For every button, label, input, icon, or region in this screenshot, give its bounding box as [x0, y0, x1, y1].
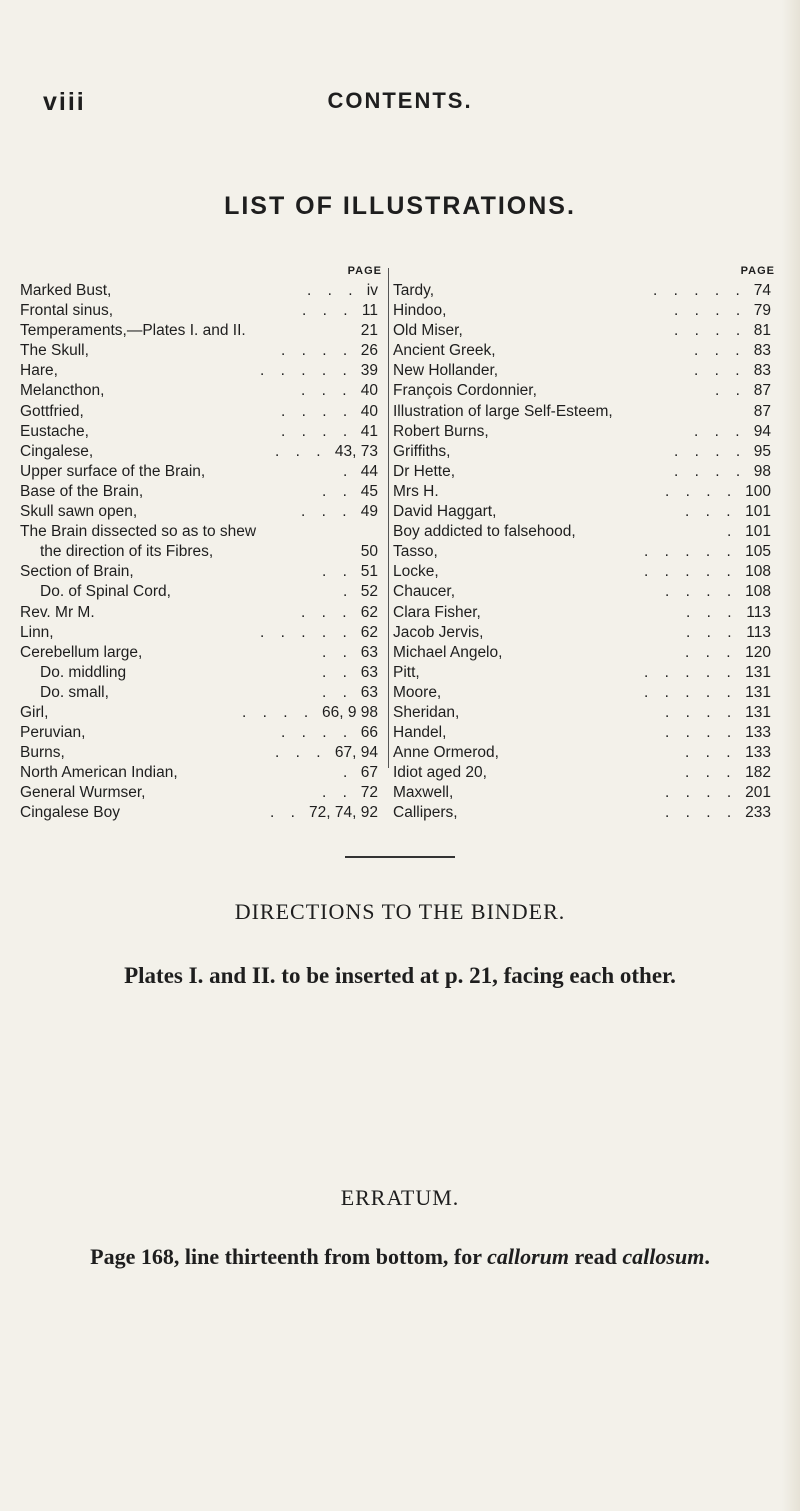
entry-page-number: 94 [753, 422, 771, 440]
entry-page-number: 21 [360, 322, 378, 340]
entry-page-number: 72 [360, 784, 378, 802]
illustration-entry [393, 402, 775, 422]
directions-title: DIRECTIONS TO THE BINDER. [234, 899, 566, 924]
entry-title: Tasso, [393, 543, 438, 561]
entry-leader-dots: . . [322, 643, 353, 661]
entry-leader-dots: . . . . [674, 442, 747, 460]
illustration-entry [393, 301, 775, 321]
entry-leader-dots: . . . . . [644, 663, 737, 681]
entry-page-number: 63 [360, 683, 378, 701]
erratum-text [0, 1244, 800, 1270]
illustration-entry [20, 703, 382, 723]
entry-title: Sheridan, [393, 703, 460, 721]
entry-title: Gottfried, [20, 402, 84, 420]
entry-page-number: 95 [753, 442, 771, 460]
entry-leader-dots: . . . [302, 302, 354, 320]
entry-page-number: 72, 74, 92 [309, 804, 378, 822]
erratum-text-before: Page 168, line thirteenth from bottom, for [90, 1244, 488, 1269]
entry-leader-dots: . . . [694, 342, 746, 360]
illustration-entry [393, 703, 775, 723]
entry-page-number: 133 [745, 724, 771, 742]
entry-page-number: 74 [753, 282, 771, 299]
right-page-header: PAGE [740, 265, 775, 277]
entry-leader-dots: . . . . [665, 804, 738, 822]
entry-leader-dots: . . . . [281, 342, 354, 360]
illustration-entry [20, 743, 382, 763]
entry-page-number: 63 [360, 643, 378, 661]
entry-page-number: 52 [360, 583, 378, 601]
illustration-entry [20, 803, 382, 823]
entry-title: Tardy, [393, 282, 435, 299]
running-head-title: CONTENTS. [327, 88, 473, 113]
entry-page-number: 67 [360, 764, 378, 782]
entry-title: Moore, [393, 683, 442, 701]
erratum-wrong-word: callorum [487, 1244, 570, 1269]
entry-leader-dots: . . . [685, 503, 737, 521]
entry-leader-dots: . . . . . [260, 623, 353, 641]
entry-title: Idiot aged 20, [393, 764, 487, 782]
entry-page-number: 43, 73 [334, 442, 378, 460]
entry-leader-dots: . . . . [674, 462, 747, 480]
entry-title: Old Miser, [393, 322, 463, 340]
illustration-entry [20, 381, 382, 401]
entry-leader-dots: . . . [686, 603, 738, 621]
erratum-text-middle: read [569, 1244, 623, 1269]
entry-title: David Haggart, [393, 503, 497, 521]
page-edge-shadow [782, 0, 800, 1511]
entry-leader-dots: . . . [685, 744, 737, 762]
entry-page-number: 67, 94 [334, 744, 378, 762]
entry-title: Hindoo, [393, 302, 447, 320]
entry-leader-dots: . . [715, 382, 746, 400]
entry-page-number: 26 [360, 342, 378, 360]
illustration-entry [393, 603, 775, 623]
entry-title: General Wurmser, [20, 784, 146, 802]
entry-title: Cerebellum large, [20, 643, 143, 661]
entry-title: Clara Fisher, [393, 603, 481, 621]
entry-title: François Cordonnier, [393, 382, 537, 400]
entry-title: Base of the Brain, [20, 482, 144, 500]
entry-leader-dots: . . . [686, 623, 738, 641]
illustration-entry [393, 783, 775, 803]
entry-title: North American Indian, [20, 764, 178, 782]
entry-title: Melancthon, [20, 382, 105, 400]
illustration-entry [393, 341, 775, 361]
entry-leader-dots: . . . . [674, 322, 747, 340]
entry-title: Jacob Jervis, [393, 623, 484, 641]
illustration-entry [393, 562, 775, 582]
entry-page-number: 83 [753, 342, 771, 360]
entry-leader-dots: . . [322, 784, 353, 802]
erratum-correct-word: callosum [622, 1244, 705, 1269]
entry-page-number: 98 [753, 462, 771, 480]
illustration-entry [20, 562, 382, 582]
entry-page-number: 62 [360, 603, 378, 621]
entry-leader-dots: . . . . [665, 784, 738, 802]
entry-page-number: 39 [360, 362, 378, 380]
entry-title: Burns, [20, 744, 65, 762]
entry-title: Eustache, [20, 422, 89, 440]
illustration-entry [20, 402, 382, 422]
entry-page-number: 101 [745, 503, 771, 521]
entry-title: Do. middling [40, 663, 127, 681]
entry-title: Marked Bust, [20, 282, 112, 299]
entry-page-number: 108 [745, 563, 771, 581]
entry-page-number: 87 [753, 402, 771, 420]
page-folio: viii [43, 88, 86, 116]
entry-page-number: 131 [745, 663, 771, 681]
entry-page-number: 62 [360, 623, 378, 641]
entry-title: Maxwell, [393, 784, 454, 802]
illustration-entry [393, 723, 775, 743]
entry-page-number: 105 [745, 543, 771, 561]
entry-page-number: 44 [360, 462, 378, 480]
entry-title: Callipers, [393, 804, 458, 822]
entry-leader-dots: . . . . . [644, 563, 737, 581]
illustration-entry [393, 381, 775, 401]
running-head [0, 88, 800, 128]
illustration-entry [20, 643, 382, 663]
illustration-entry [20, 522, 382, 542]
entry-leader-dots: . . . [275, 744, 327, 762]
illustration-entry [20, 321, 382, 341]
entry-leader-dots: . . [322, 482, 353, 500]
entry-title: Ancient Greek, [393, 342, 496, 360]
illustration-entry [393, 803, 775, 823]
illustration-entry [20, 542, 382, 562]
entry-leader-dots: . . . [694, 422, 746, 440]
entry-title: Temperaments,—Plates I. and II. [20, 322, 246, 340]
entry-leader-dots: . . . . [281, 402, 354, 420]
entry-leader-dots: . . . . [281, 724, 354, 742]
illustration-entry [20, 582, 382, 602]
entry-title: Boy addicted to falsehood, [393, 523, 576, 541]
illustration-entry [20, 341, 382, 361]
entry-leader-dots: . . [322, 563, 353, 581]
entry-page-number: 50 [360, 543, 378, 561]
entry-leader-dots: . . [322, 683, 353, 701]
entry-title: Rev. Mr M. [20, 603, 95, 621]
illustration-entry [20, 361, 382, 381]
entry-page-number: 100 [745, 482, 771, 500]
illustration-entry [393, 462, 775, 482]
entry-page-number: 66 [360, 724, 378, 742]
entry-leader-dots: . . . [301, 603, 353, 621]
entry-leader-dots: . . . [275, 442, 327, 460]
entry-title: Girl, [20, 703, 49, 721]
illustration-entry [393, 502, 775, 522]
entry-page-number: 87 [753, 382, 771, 400]
entry-page-number: 79 [753, 302, 771, 320]
illustration-entry [20, 783, 382, 803]
illustration-entry [393, 623, 775, 643]
entry-page-number: 182 [745, 764, 771, 782]
illustration-entry [20, 623, 382, 643]
entry-page-number: 113 [746, 603, 771, 621]
entry-leader-dots: . . . . [665, 583, 738, 601]
illustration-entry [393, 482, 775, 502]
column-divider [388, 268, 389, 768]
entry-title: Robert Burns, [393, 422, 489, 440]
entry-page-number: 41 [360, 422, 378, 440]
entry-page-number: 51 [360, 563, 378, 581]
illustration-entry [20, 663, 382, 683]
illustrations-list-title: LIST OF ILLUSTRATIONS. [224, 192, 576, 220]
left-page-header: PAGE [347, 265, 382, 277]
illustrations-right-column [393, 265, 775, 824]
entry-title: Locke, [393, 563, 439, 581]
illustration-entry [393, 663, 775, 683]
illustration-entry [20, 442, 382, 462]
entry-page-number: 131 [745, 683, 771, 701]
entry-title: Upper surface of the Brain, [20, 462, 206, 480]
entry-leader-dots: . . . . [674, 302, 747, 320]
entry-leader-dots: . . . . . [644, 543, 737, 561]
illustration-entry [393, 683, 775, 703]
entry-page-number: 40 [360, 382, 378, 400]
entry-leader-dots: . . . . [665, 724, 738, 742]
illustration-entry [20, 763, 382, 783]
entry-title: Pitt, [393, 663, 420, 681]
entry-page-number: 133 [745, 744, 771, 762]
entry-leader-dots: . . . . [281, 422, 354, 440]
illustration-entry [393, 542, 775, 562]
illustration-entry [393, 281, 775, 301]
illustration-entry [393, 422, 775, 442]
illustration-entry [393, 582, 775, 602]
section-rule [345, 856, 455, 858]
entry-title: Handel, [393, 724, 447, 742]
entry-page-number: 101 [745, 523, 771, 541]
illustration-entry [20, 603, 382, 623]
illustration-entry [393, 743, 775, 763]
entry-leader-dots: . . . [301, 503, 353, 521]
entry-title: Section of Brain, [20, 563, 134, 581]
entry-title: Skull sawn open, [20, 503, 138, 521]
entry-leader-dots: . . . [307, 282, 359, 299]
entry-page-number: 63 [360, 663, 378, 681]
entry-page-number: iv [366, 282, 378, 299]
illustrations-left-column [20, 265, 382, 824]
entry-title: The Skull, [20, 342, 89, 360]
illustration-entry [393, 442, 775, 462]
entry-page-number: 108 [745, 583, 771, 601]
entry-page-number: 83 [753, 362, 771, 380]
entry-leader-dots: . . . . [242, 703, 315, 721]
entry-title: Griffiths, [393, 442, 451, 460]
erratum-text-after: . [704, 1244, 710, 1269]
illustration-entry [20, 683, 382, 703]
entry-page-number: 81 [753, 322, 771, 340]
entry-leader-dots: . . . . . [260, 362, 353, 380]
illustration-entry [393, 643, 775, 663]
illustration-entry [393, 763, 775, 783]
entry-leader-dots: . . . [685, 764, 737, 782]
entry-page-number: 49 [360, 503, 378, 521]
entry-leader-dots: . [343, 764, 354, 782]
entry-title: Cingalese, [20, 442, 94, 460]
illustration-entry [20, 502, 382, 522]
entry-leader-dots: . . . [301, 382, 353, 400]
entry-leader-dots: . [343, 583, 354, 601]
illustration-entry [20, 462, 382, 482]
directions-text: Plates I. and II. to be inserted at p. 21, facing each other. [124, 963, 676, 988]
entry-title: Do. of Spinal Cord, [40, 583, 171, 601]
entry-title: Anne Ormerod, [393, 744, 499, 762]
entry-page-number: 201 [745, 784, 771, 802]
illustration-entry [20, 281, 382, 301]
illustration-entry [20, 422, 382, 442]
entry-title: Hare, [20, 362, 58, 380]
entry-page-number: 233 [745, 804, 771, 822]
entry-leader-dots: . . . . . [644, 683, 737, 701]
entry-title: The Brain dissected so as to shew [20, 523, 257, 541]
entry-title: Michael Angelo, [393, 643, 503, 661]
entry-title: Frontal sinus, [20, 302, 114, 320]
illustration-entry [393, 361, 775, 381]
entry-leader-dots: . . . . . [653, 282, 746, 299]
entry-leader-dots: . . . . [665, 703, 738, 721]
entry-page-number: 66, 9 98 [321, 703, 378, 721]
entry-leader-dots: . . . [685, 643, 737, 661]
entry-title: Peruvian, [20, 724, 86, 742]
illustration-entry [20, 482, 382, 502]
entry-title: Mrs H. [393, 482, 439, 500]
entry-page-number: 45 [360, 482, 378, 500]
erratum-title: ERRATUM. [340, 1185, 460, 1210]
entry-title: the direction of its Fibres, [40, 543, 214, 561]
entry-leader-dots: . [727, 523, 738, 541]
illustration-entry [393, 522, 775, 542]
entry-page-number: 113 [746, 623, 771, 641]
illustration-entry [393, 321, 775, 341]
entry-page-number: 11 [361, 302, 378, 320]
entry-leader-dots: . . [270, 804, 301, 822]
entry-title: Do. small, [40, 683, 109, 701]
entry-page-number: 131 [745, 703, 771, 721]
entry-title: Cingalese Boy [20, 804, 120, 822]
entry-leader-dots: . [343, 462, 354, 480]
entry-leader-dots: . . . . [665, 482, 738, 500]
illustration-entry [20, 301, 382, 321]
entry-page-number: 40 [360, 402, 378, 420]
entry-leader-dots: . . . [694, 362, 746, 380]
entry-title: New Hollander, [393, 362, 499, 380]
entry-title: Linn, [20, 623, 54, 641]
illustration-entry [20, 723, 382, 743]
entry-title: Illustration of large Self-Esteem, [393, 402, 613, 420]
entry-title: Dr Hette, [393, 462, 456, 480]
entry-leader-dots: . . [322, 663, 353, 681]
entry-page-number: 120 [745, 643, 771, 661]
entry-title: Chaucer, [393, 583, 456, 601]
